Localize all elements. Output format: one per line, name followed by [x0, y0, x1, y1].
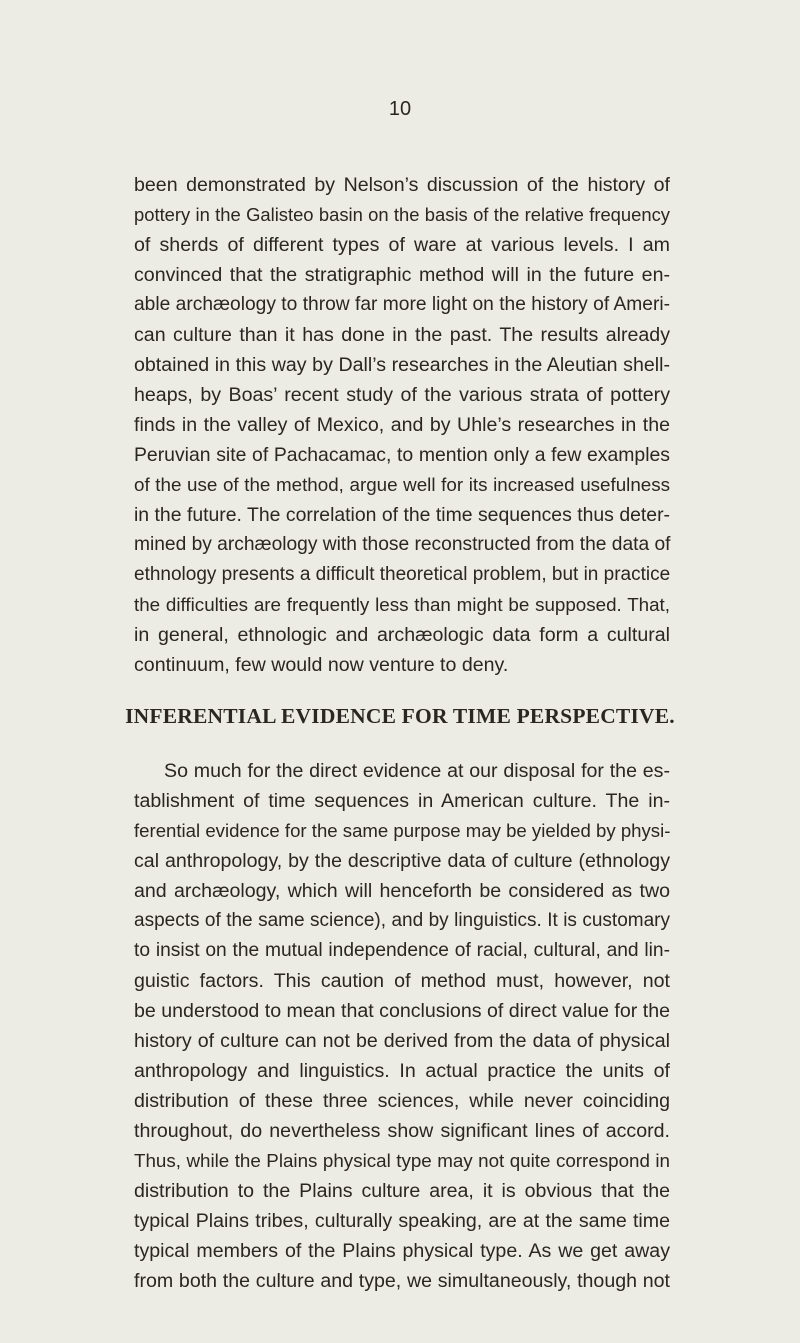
text-line: mined by archæology with those reconstructed from the data of: [134, 534, 671, 555]
text-line: finds in the valley of Mexico, and by Uhle’s researches in the: [134, 414, 670, 436]
text-line: Peruvian site of Pachacamac, to mention only a few examples: [134, 444, 670, 466]
text-line: from both the culture and type, we simultaneously, though not: [134, 1270, 670, 1292]
text-line: So much for the direct evidence at our disposal for the es-: [164, 760, 670, 782]
text-line: tablishment of time sequences in American culture. The in-: [134, 790, 670, 812]
text-line: history of culture can not be derived from the data of physical: [134, 1030, 670, 1052]
text-line: convinced that the stratigraphic method will in the future en-: [134, 264, 670, 286]
text-line: of sherds of different types of ware at various levels. I am: [134, 234, 670, 256]
page-number: 10: [388, 98, 412, 120]
text-line: heaps, by Boas’ recent study of the various strata of pottery: [134, 384, 670, 406]
text-line: distribution to the Plains culture area, it is obvious that the: [134, 1180, 670, 1202]
text-line: to insist on the mutual independence of racial, cultural, and lin-: [134, 940, 670, 961]
text-line: and archæology, which will henceforth be considered as two: [134, 880, 670, 902]
text-line: the difficulties are frequently less than might be supposed. That,: [134, 594, 670, 615]
text-line: in general, ethnologic and archæologic data form a cultural: [134, 624, 670, 646]
text-line: can culture than it has done in the past. The results already: [134, 324, 670, 346]
text-line: been demonstrated by Nelson’s discussion of the history of: [134, 174, 670, 196]
text-line: ethnology presents a difficult theoretical problem, but in practice: [134, 564, 671, 585]
text-line: continuum, few would now venture to deny.: [134, 654, 509, 676]
text-line: ferential evidence for the same purpose may be yielded by physi-: [134, 820, 671, 841]
text-line: obtained in this way by Dall’s researches in the Aleutian shell-: [134, 354, 670, 376]
text-line: of the use of the method, argue well for its increased usefulness: [134, 474, 670, 495]
section-heading: INFERENTIAL EVIDENCE FOR TIME PERSPECTIVE.: [125, 704, 675, 728]
text-line: distribution of these three sciences, while never coinciding: [134, 1090, 670, 1112]
text-line: in the future. The correlation of the time sequences thus deter-: [134, 504, 670, 526]
text-line: able archæology to throw far more light on the history of Ameri-: [134, 294, 670, 315]
text-line: typical members of the Plains physical type. As we get away: [134, 1240, 670, 1262]
text-line: Thus, while the Plains physical type may not quite correspond in: [134, 1150, 670, 1171]
text-line: pottery in the Galisteo basin on the basis of the relative frequency: [134, 204, 670, 225]
text-line: be understood to mean that conclusions of direct value for the: [134, 1000, 670, 1022]
text-line: aspects of the same science), and by linguistics. It is customary: [134, 910, 670, 931]
text-line: anthropology and linguistics. In actual practice the units of: [134, 1060, 670, 1082]
text-line: cal anthropology, by the descriptive data of culture (ethnology: [134, 850, 670, 872]
text-line: throughout, do nevertheless show significant lines of accord.: [134, 1120, 670, 1142]
text-line: guistic factors. This caution of method must, however, not: [134, 970, 670, 992]
text-line: typical Plains tribes, culturally speaking, are at the same time: [134, 1210, 670, 1232]
